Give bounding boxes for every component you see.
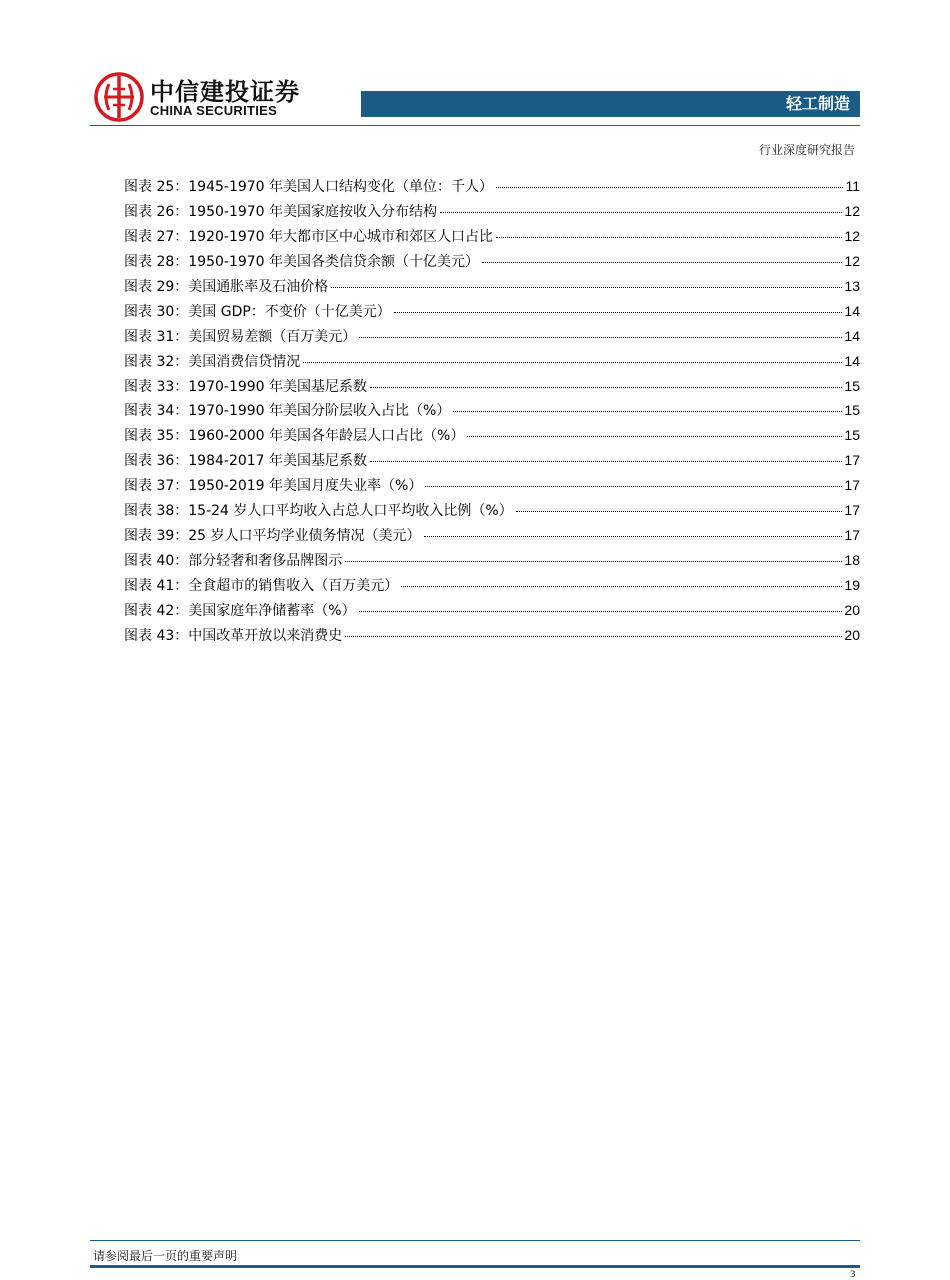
toc-entry-title: 图表 36：1984-2017 年美国基尼系数 — [124, 453, 368, 470]
toc-entry-title: 图表 27：1920-1970 年大都市区中心城市和郊区人口占比 — [124, 228, 494, 245]
toc-entry-title: 图表 31：美国贸易差额（百万美元） — [124, 328, 357, 345]
toc-entry-title: 图表 35：1960-2000 年美国各年龄层人口占比（%） — [124, 428, 465, 445]
toc-entry-page: 17 — [844, 527, 860, 544]
toc-entry[interactable] — [124, 625, 860, 650]
toc-entry-page: 15 — [844, 427, 860, 444]
disclaimer-note: 请参阅最后一页的重要声明 — [93, 1249, 238, 1263]
toc-entry-title: 图表 34：1970-1990 年美国分阶层收入占比（%） — [124, 403, 451, 420]
toc-dot-leader — [359, 323, 842, 338]
industry-section-label: 轻工制造 — [361, 91, 860, 117]
report-type-label: 行业深度研究报告 — [758, 143, 855, 157]
toc-entry-title: 图表 41：全食超市的销售收入（百万美元） — [124, 578, 399, 594]
toc-entry-title: 图表 40：部分轻奢和奢侈品牌图示 — [124, 553, 343, 570]
toc-entry-title: 图表 37：1950-2019 年美国月度失业率（%） — [124, 478, 423, 495]
toc-dot-leader — [303, 348, 842, 363]
figure-index-list — [124, 176, 860, 650]
footer-divider-bottom — [90, 1265, 860, 1268]
toc-dot-leader — [370, 447, 842, 462]
toc-entry-title: 图表 43：中国改革开放以来消费史 — [124, 627, 343, 644]
toc-entry-page: 14 — [844, 302, 860, 319]
toc-entry-title: 图表 38：15-24 岁人口平均收入占总人口平均收入比例（%） — [124, 503, 513, 520]
brand-name-cn: 中信建投证券 — [150, 78, 300, 106]
toc-entry-page: 12 — [844, 202, 860, 219]
toc-dot-leader — [453, 397, 842, 412]
toc-entry-title: 图表 39：25 岁人口平均学业债务情况（美元） — [124, 528, 421, 545]
page-header — [0, 0, 950, 160]
toc-entry-page: 17 — [844, 452, 860, 469]
toc-entry-page: 13 — [844, 277, 860, 294]
toc-entry-page: 17 — [844, 477, 860, 494]
toc-dot-leader — [345, 547, 842, 562]
toc-entry-title: 图表 28：1950-1970 年美国各类信贷余额（十亿美元） — [124, 253, 480, 270]
toc-entry-page: 20 — [844, 601, 860, 618]
toc-entry-title: 图表 33：1970-1990 年美国基尼系数 — [124, 378, 368, 395]
brand-name-en: CHINA SECURITIES — [150, 103, 278, 118]
toc-dot-leader — [370, 373, 842, 388]
toc-entry-page: 11 — [845, 178, 860, 194]
toc-entry-page: 14 — [844, 327, 860, 344]
header-divider — [90, 125, 860, 126]
toc-entry-page: 19 — [844, 577, 860, 593]
toc-entry-page: 15 — [844, 377, 860, 394]
toc-entry-title: 图表 26：1950-1970 年美国家庭按收入分布结构 — [124, 203, 438, 220]
toc-entry-title: 图表 42：美国家庭年净储蓄率（%） — [124, 602, 356, 619]
toc-entry-page: 15 — [844, 402, 860, 419]
toc-dot-leader — [467, 422, 842, 437]
toc-entry-page: 20 — [844, 626, 860, 643]
toc-entry-title: 图表 30：美国 GDP：不变价（十亿美元） — [124, 303, 391, 320]
china-securities-logo-icon — [94, 72, 144, 122]
toc-entry-title: 图表 25：1945-1970 年美国人口结构变化（单位：千人） — [124, 179, 494, 195]
toc-entry-title: 图表 29：美国通胀率及石油价格 — [124, 278, 329, 295]
toc-entry-page: 18 — [844, 552, 860, 569]
toc-dot-leader — [440, 198, 842, 213]
toc-entry-page: 14 — [844, 352, 860, 369]
toc-dot-leader — [331, 273, 842, 288]
toc-dot-leader — [482, 248, 842, 263]
toc-entry-title: 图表 32：美国消费信贷情况 — [124, 353, 301, 370]
toc-dot-leader — [496, 223, 842, 238]
page-number: 3 — [850, 1270, 856, 1280]
toc-dot-leader — [424, 522, 843, 537]
toc-entry-page: 12 — [844, 227, 860, 244]
toc-dot-leader — [394, 298, 843, 313]
toc-dot-leader — [425, 472, 842, 487]
toc-dot-leader — [401, 572, 842, 587]
toc-dot-leader — [516, 497, 843, 512]
toc-entry-page: 17 — [844, 502, 860, 519]
toc-entry-page: 12 — [844, 252, 860, 269]
toc-dot-leader — [359, 597, 843, 612]
toc-dot-leader — [345, 622, 842, 637]
footer-divider-top — [90, 1240, 860, 1241]
toc-dot-leader — [496, 173, 843, 188]
